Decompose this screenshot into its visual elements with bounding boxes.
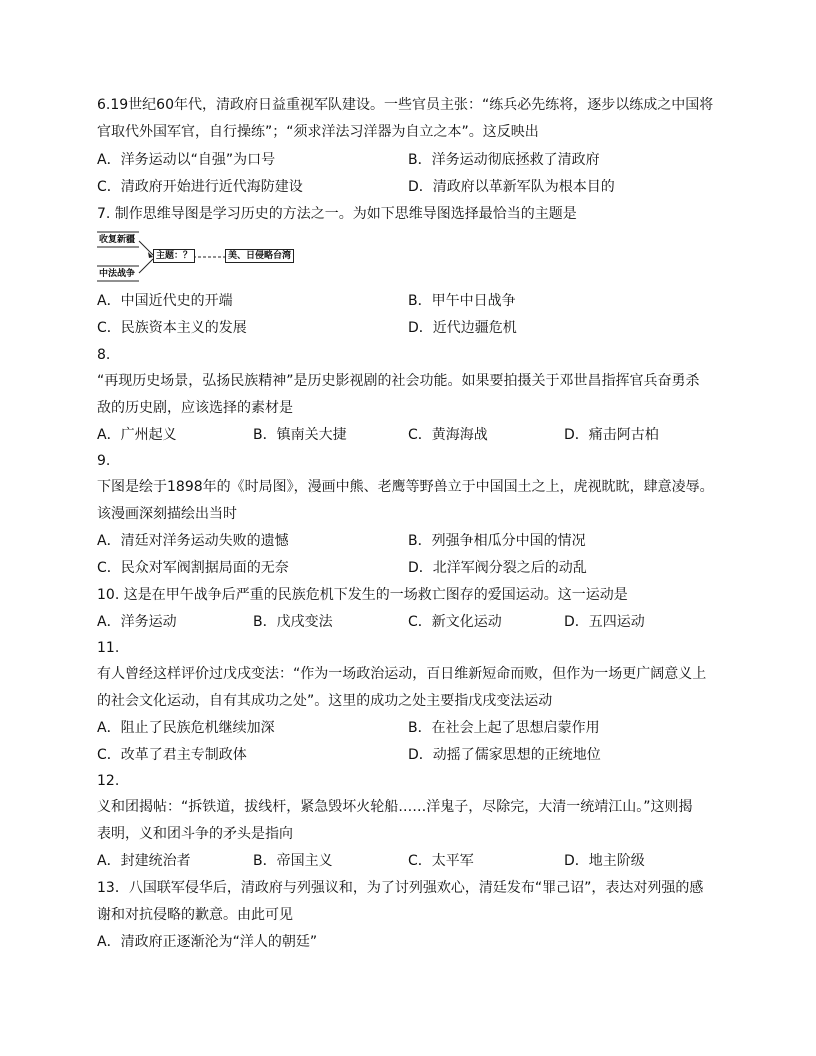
q12-stem-line2: 表明，义和团斗争的矛头是指向 bbox=[97, 826, 293, 842]
mind-map-right-node: 美、日侵略台湾 bbox=[225, 249, 294, 263]
q9-option-a: A．清廷对洋务运动失败的遗憾 bbox=[97, 533, 289, 549]
q6-stem-line2: 官取代外国军官，自行操练”；“须求洋法习洋器为自立之本”。这反映出 bbox=[97, 124, 539, 140]
q12-option-c: C．太平军 bbox=[408, 853, 474, 869]
q7-option-c: C．民族资本主义的发展 bbox=[97, 320, 247, 336]
q11-stem-line1: 有人曾经这样评价过戊戌变法：“作为一场政治运动，百日维新短命而败，但作为一场更广阔意义上 bbox=[97, 666, 707, 682]
q11-option-b: B．在社会上起了思想启蒙作用 bbox=[408, 720, 600, 736]
q8-number: 8. bbox=[97, 347, 111, 363]
q10-option-c: C．新文化运动 bbox=[408, 614, 502, 630]
q12-number: 12. bbox=[97, 773, 120, 789]
q13-stem-line2: 谢和对抗侵略的歉意。由此可见 bbox=[97, 907, 293, 923]
q12-option-b: B．帝国主义 bbox=[253, 853, 333, 869]
q6-stem-line1: 6.19世纪60年代，清政府日益重视军队建设。一些官员主张：“练兵必先练将，逐步以练成之中国将 bbox=[97, 97, 714, 113]
q9-option-c: C．民众对军阀割据局面的无奈 bbox=[97, 560, 289, 576]
q11-option-c: C．改革了君主专制政体 bbox=[97, 747, 247, 763]
q8-stem-line1: “再现历史场景，弘扬民族精神”是历史影视剧的社会功能。如果要拍摄关于邓世昌指挥官兵奋勇杀 bbox=[97, 373, 700, 389]
q10-option-d: D．五四运动 bbox=[564, 614, 645, 630]
q11-option-d: D．动摇了儒家思想的正统地位 bbox=[408, 747, 601, 763]
q7-option-b: B．甲午中日战争 bbox=[408, 293, 516, 309]
q8-option-a: A．广州起义 bbox=[97, 427, 177, 443]
q8-option-d: D．痛击阿古柏 bbox=[564, 427, 659, 443]
q6-option-c: C．清政府开始进行近代海防建设 bbox=[97, 179, 303, 195]
q7-stem: 7. 制作思维导图是学习历史的方法之一。为如下思维导图选择最恰当的主题是 bbox=[97, 206, 577, 222]
q13-option-a: A．清政府正逐渐沦为“洋人的朝廷” bbox=[97, 934, 318, 950]
mind-map-diagram bbox=[97, 230, 297, 284]
q9-option-d: D．北洋军阀分裂之后的动乱 bbox=[408, 560, 587, 576]
q12-option-d: D．地主阶级 bbox=[564, 853, 645, 869]
q11-stem-line2: 的社会文化运动，自有其成功之处”。这里的成功之处主要指戊戌变法运动 bbox=[97, 693, 553, 709]
q9-option-b: B．列强争相瓜分中国的情况 bbox=[408, 533, 586, 549]
q10-option-b: B．戊戌变法 bbox=[253, 614, 333, 630]
mind-map-center-node: 主题：？ bbox=[153, 249, 195, 263]
q7-option-a: A．中国近代史的开端 bbox=[97, 293, 233, 309]
q6-option-b: B．洋务运动彻底拯救了清政府 bbox=[408, 152, 600, 168]
q8-option-c: C．黄海海战 bbox=[408, 427, 488, 443]
q13-stem-line1: 13．八国联军侵华后，清政府与列强议和，为了讨列强欢心，清廷发布“罪己诏”，表达对列强的感 bbox=[97, 880, 704, 896]
q8-option-b: B．镇南关大捷 bbox=[253, 427, 347, 443]
q12-option-a: A．封建统治者 bbox=[97, 853, 191, 869]
q10-option-a: A．洋务运动 bbox=[97, 614, 177, 630]
mind-map-top-node: 收复新疆 bbox=[99, 235, 136, 245]
q9-stem-line1: 下图是绘于1898年的《时局图》，漫画中熊、老鹰等野兽立于中国国土之上，虎视眈眈，肆意凌辱。 bbox=[97, 479, 714, 495]
q11-number: 11. bbox=[97, 640, 120, 656]
q6-option-a: A．洋务运动以“自强”为口号 bbox=[97, 152, 276, 168]
q7-option-d: D．近代边疆危机 bbox=[408, 320, 517, 336]
q8-stem-line2: 敌的历史剧，应该选择的素材是 bbox=[97, 400, 293, 416]
q9-number: 9. bbox=[97, 453, 111, 469]
mind-map-bottom-node: 中法战争 bbox=[99, 269, 136, 279]
q9-stem-line2: 该漫画深刻描绘出当时 bbox=[97, 506, 237, 522]
q10-stem: 10. 这是在甲午战争后严重的民族危机下发生的一场救亡图存的爱国运动。这一运动是 bbox=[97, 587, 628, 603]
q11-option-a: A．阻止了民族危机继续加深 bbox=[97, 720, 275, 736]
q6-option-d: D．清政府以革新军队为根本目的 bbox=[408, 179, 615, 195]
q12-stem-line1: 义和团揭帖：“拆铁道，拔线杆，紧急毁坏火轮船……洋鬼子，尽除完，大清一统靖江山。”这则揭 bbox=[97, 799, 693, 815]
